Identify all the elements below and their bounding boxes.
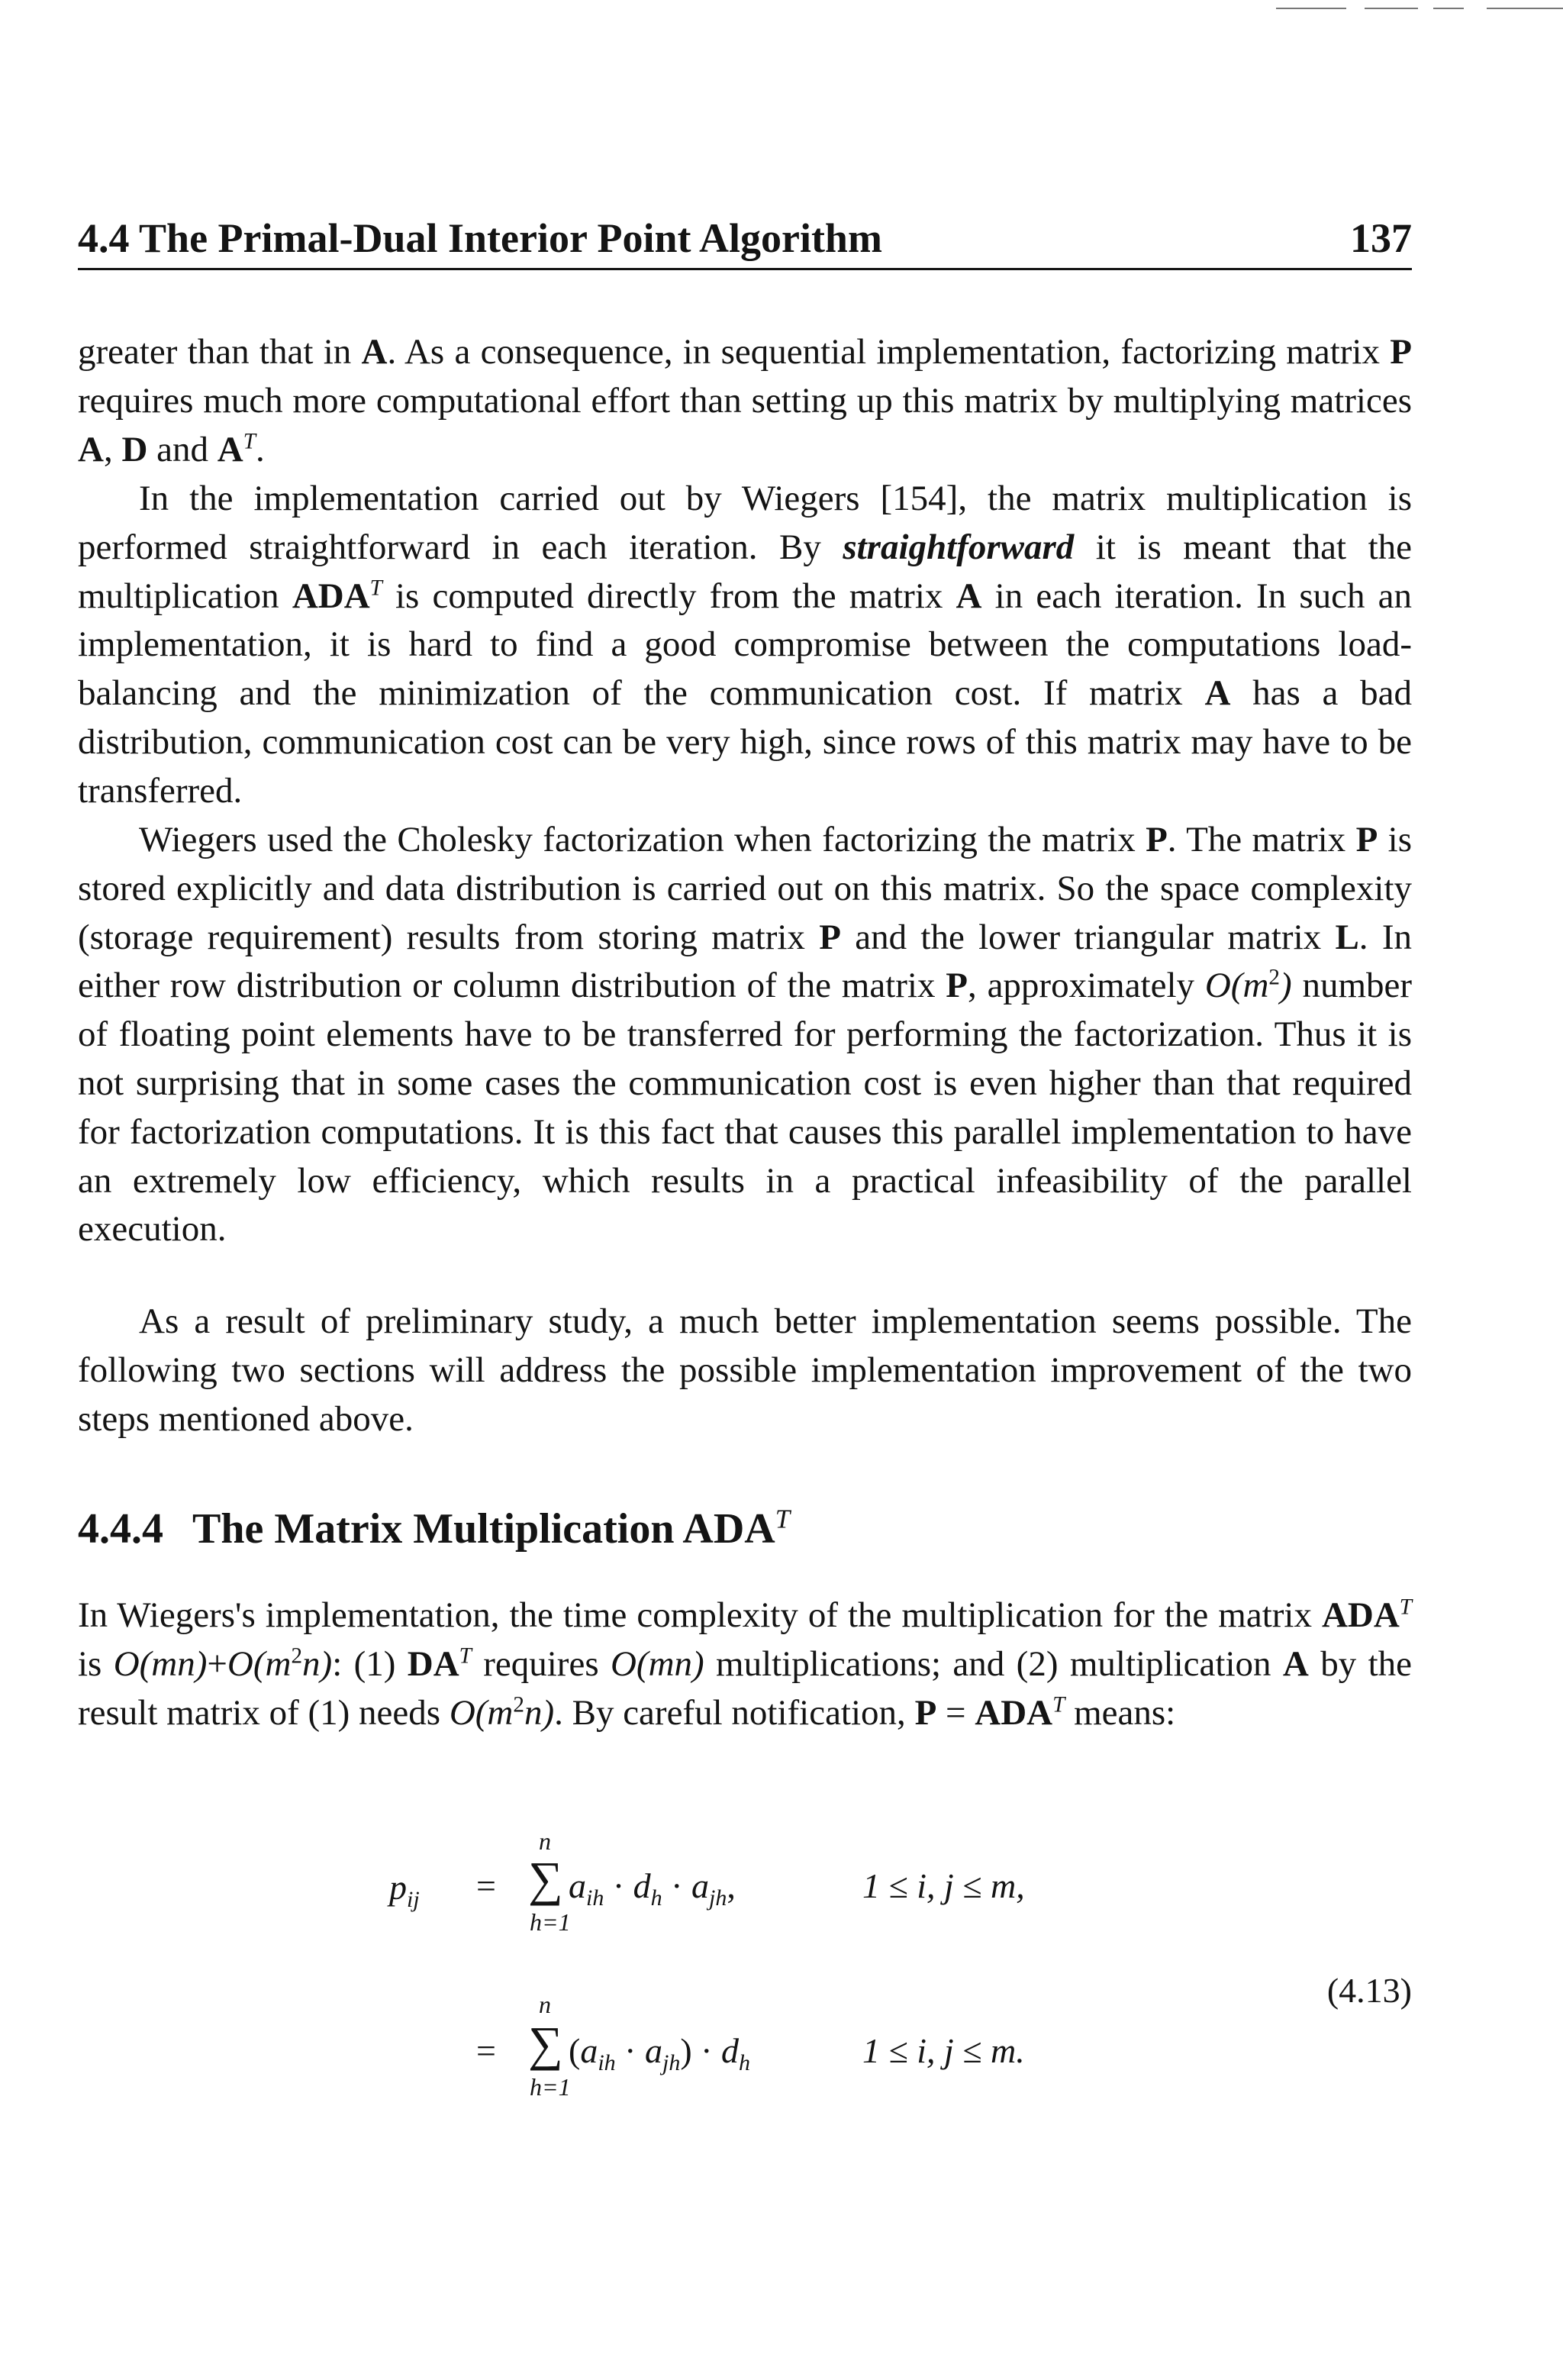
summation-symbol: ∑	[528, 1852, 563, 1906]
term-subscript: jh	[709, 1885, 727, 1911]
equals-sign-2: =	[476, 2031, 496, 2070]
text-run: means:	[1065, 1692, 1176, 1733]
summand-2	[569, 2032, 750, 2082]
big-o-expression: n)	[524, 1692, 555, 1733]
paragraph-5	[78, 1592, 1412, 1737]
text-run: . In either row distribution or column distribution of the matrix	[78, 917, 1412, 1006]
section-heading	[78, 1502, 1412, 1556]
running-header	[78, 214, 1412, 263]
term-a: a	[569, 1866, 586, 1905]
text-run: In Wiegers's implementation, the time complexity of the multiplication for the matrix	[78, 1595, 1322, 1635]
term-a: a	[580, 2031, 598, 2070]
big-o-expression: O(m	[449, 1692, 514, 1733]
big-o-expression: O(m	[1204, 966, 1269, 1006]
scan-edge-mark	[1433, 8, 1464, 9]
sum-lower-limit: h=1	[530, 2073, 571, 2101]
big-o-expression: n)	[302, 1643, 333, 1684]
text-run: Wiegers used the Cholesky factorization when factorizing the matrix	[139, 820, 1146, 859]
lhs-symbol: p	[389, 1868, 407, 1907]
sum-lower-limit: h=1	[530, 1908, 571, 1936]
transpose-superscript: T	[369, 575, 382, 600]
index-range-1: 1 ≤ i, j ≤ m,	[862, 1866, 1025, 1905]
text-run: As a result of preliminary study, a much better implementation seems possible. The following two sections will address the possible implementation improvement of the two steps mentioned above.	[78, 1301, 1412, 1439]
term-subscript: h	[739, 2050, 750, 2076]
term-subscript: ih	[586, 1885, 604, 1911]
dot-operator: ·	[671, 1866, 683, 1905]
dot-operator: ·	[612, 1866, 625, 1905]
comma: ,	[727, 1866, 736, 1905]
transpose-superscript: T	[775, 1504, 791, 1534]
matrix-symbol: DA	[407, 1643, 459, 1684]
exponent: 2	[291, 1643, 303, 1669]
matrix-symbol: A	[956, 576, 982, 616]
sum-upper-limit: n	[539, 1991, 551, 2018]
text-run: multiplications; and (2) multiplication	[704, 1643, 1283, 1684]
paragraph-4	[78, 1298, 1412, 1443]
index-range-2: 1 ≤ i, j ≤ m.	[862, 2031, 1025, 2070]
matrix-symbol: A	[78, 429, 104, 469]
text-run: is	[78, 1643, 114, 1684]
equation-number: (4.13)	[1326, 1971, 1412, 2010]
text-run: and the lower triangular matrix	[840, 917, 1336, 957]
summation-symbol: ∑	[528, 2017, 563, 2071]
equation-4-13	[0, 1817, 1563, 2122]
plus-sign: +	[207, 1643, 227, 1684]
lhs-subscript: ij	[407, 1887, 420, 1913]
matrix-symbol: A	[1282, 1643, 1309, 1684]
big-o-expression: O(mn)	[610, 1643, 704, 1684]
big-o-expression: O(m	[227, 1643, 292, 1684]
dot-operator: ·	[624, 2031, 636, 2070]
paragraph-3	[78, 816, 1412, 1254]
header-rule	[78, 268, 1412, 270]
matrix-symbol: A	[1204, 673, 1231, 714]
text-run: it is meant that the multiplication	[78, 527, 1412, 616]
matrix-symbol: P	[914, 1692, 937, 1733]
matrix-symbol: L	[1335, 917, 1359, 957]
transpose-superscript: T	[243, 428, 256, 453]
equation-lhs	[389, 1869, 420, 1919]
matrix-symbol: P	[946, 966, 968, 1006]
matrix-symbol: D	[121, 429, 148, 469]
paren: (	[569, 2031, 581, 2070]
scan-edge-mark	[1276, 8, 1346, 9]
page-number: 137	[1350, 215, 1412, 261]
text-run: has a bad distribution, communication cost can be very high, since rows of this matrix may have to be transferred.	[78, 673, 1413, 811]
paren: )	[680, 2031, 692, 2070]
exponent: 2	[1268, 965, 1280, 990]
exponent: 2	[513, 1691, 524, 1717]
paragraph-1	[78, 328, 1412, 474]
term-a: a	[645, 2031, 662, 2070]
matrix-symbol: P	[1146, 820, 1168, 859]
term-d: d	[633, 1866, 651, 1905]
term-d: d	[721, 2031, 739, 2070]
text-run: requires	[471, 1643, 611, 1684]
text-run: =	[936, 1692, 975, 1733]
text-run: is stored explicitly and data distribution is carried out on this matrix. So the space complexity (storage requirement) results from storing matrix	[78, 820, 1412, 957]
text-run: In the implementation carried out by Wiegers [154], the matrix multiplication is performed straightforward in each iteration. By	[78, 479, 1412, 567]
section-number: 4.4.4	[78, 1505, 163, 1553]
matrix-symbol: A	[361, 332, 388, 372]
matrix-symbol: ADA	[975, 1692, 1053, 1733]
text-run: . By careful notification,	[554, 1692, 915, 1733]
text-run: greater than that in	[78, 332, 362, 372]
text-run: : (1)	[332, 1643, 408, 1684]
matrix-symbol: A	[217, 429, 243, 469]
term-subscript: jh	[662, 2050, 681, 2076]
text-run: requires much more computational effort than setting up this matrix by multiplying matrices	[78, 380, 1412, 421]
text-run: .	[255, 429, 265, 469]
section-title: The Matrix Multiplication ADA	[192, 1505, 775, 1553]
term-a: a	[691, 1866, 709, 1905]
emphasis-text: straightforward	[843, 527, 1075, 567]
sum-upper-limit: n	[539, 1827, 551, 1855]
running-title: 4.4 The Primal-Dual Interior Point Algorithm	[78, 215, 882, 261]
equals-sign-1: =	[476, 1866, 496, 1905]
matrix-symbol: P	[1355, 820, 1378, 859]
text-run: number of floating point elements have to be transferred for performing the factorization. Thus it is not surprising that in some cases the communication cost is even higher than that required for factorization computations. It is this fact that causes this parallel implementation to have an extremely low efficiency, which results in a practical infeasibility of the parallel execution.	[78, 966, 1413, 1250]
transpose-superscript: T	[1399, 1595, 1412, 1620]
text-run: . The matrix	[1167, 820, 1356, 859]
scan-edge-mark	[1487, 8, 1563, 9]
matrix-symbol: ADA	[292, 576, 370, 616]
matrix-symbol: P	[819, 917, 841, 957]
big-o-expression: O(mn)	[113, 1643, 208, 1684]
dot-operator: ·	[701, 2031, 713, 2070]
matrix-symbol: ADA	[1321, 1595, 1400, 1635]
scan-edge-mark	[1365, 8, 1418, 9]
term-subscript: h	[650, 1885, 662, 1911]
matrix-symbol: P	[1390, 332, 1412, 372]
text-run: is computed directly from the matrix	[382, 576, 956, 616]
summand-1	[569, 1867, 736, 1917]
term-subscript: ih	[598, 2050, 616, 2076]
text-run: and	[147, 429, 218, 469]
paragraph-2	[78, 475, 1412, 816]
text-run: by the result matrix of (1) needs	[78, 1643, 1412, 1733]
text-run: ,	[103, 429, 122, 469]
text-run: in each iteration. In such an implementation, it is hard to find a good compromise between the computations load-balancing and the minimization of the communication cost. If matrix	[78, 576, 1412, 714]
transpose-superscript: T	[1052, 1691, 1065, 1717]
big-o-expression: )	[1279, 966, 1292, 1006]
text-run: . As a consequence, in sequential implementation, factorizing matrix	[387, 332, 1391, 372]
text-run: , approximately	[968, 966, 1205, 1006]
transpose-superscript: T	[459, 1643, 472, 1669]
